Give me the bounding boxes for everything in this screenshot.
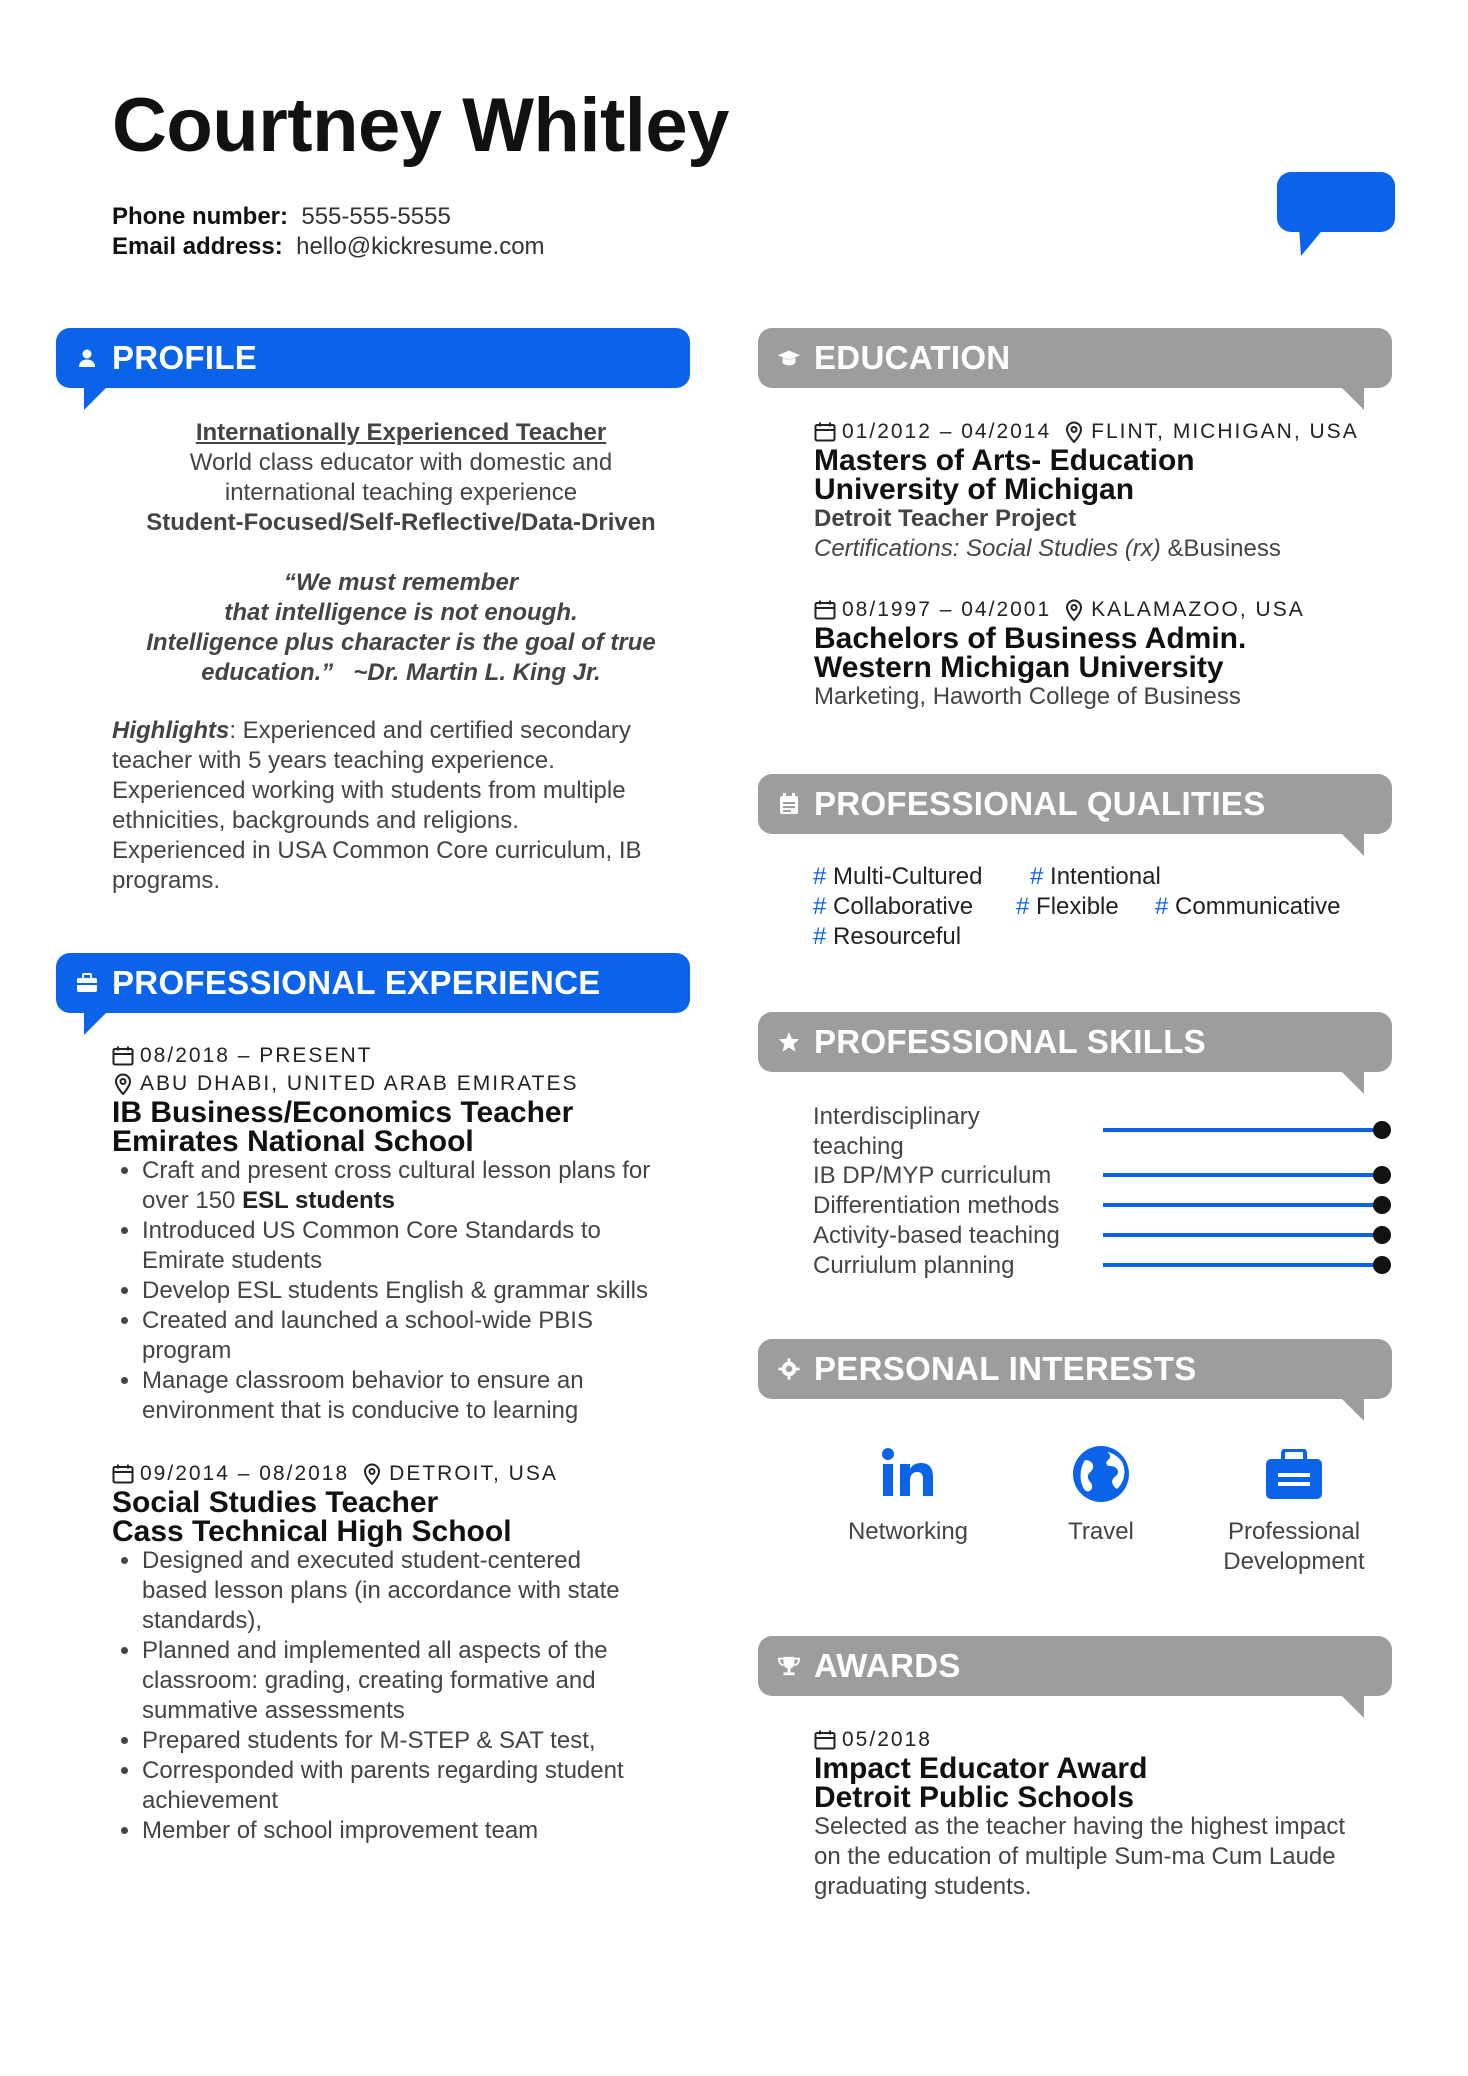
job-location-text: ABU DHABI, UNITED ARAB EMIRATES — [140, 1072, 579, 1095]
calendar-icon — [814, 1730, 836, 1750]
skill-label: Differentiation methods — [813, 1192, 1060, 1219]
skill-level-dot — [1373, 1256, 1391, 1274]
quote-line: education.” ~Dr. Martin L. King Jr. — [201, 659, 601, 686]
quote-line: Intelligence plus character is the goal of true — [146, 629, 656, 656]
qualities-section-header — [758, 774, 1392, 834]
list-item: • Manage classroom behavior to ensure an environment that is conducive to learning — [142, 1366, 712, 1426]
list-item: • Prepared students for M-STEP & SAT test, — [142, 1726, 712, 1756]
job-entry — [112, 1044, 712, 1426]
job-dates-text: 08/2018 – PRESENT — [140, 1044, 373, 1067]
award-organization: Detroit Public Schools — [814, 1781, 1135, 1814]
award-description: on the education of multiple Sum-ma Cum Laude — [814, 1843, 1336, 1870]
degree-title: Masters of Arts- Education — [814, 444, 1195, 477]
interests-title: PERSONAL INTERESTS — [814, 1350, 1197, 1387]
award-description: Selected as the teacher having the highest impact — [814, 1813, 1345, 1840]
skill-level-bar — [1103, 1263, 1383, 1267]
linkedin-icon — [880, 1448, 936, 1498]
skill-level-dot — [1373, 1226, 1391, 1244]
interest-label: Travel — [1068, 1518, 1134, 1545]
highlights-text: Experienced in USA Common Core curriculum, IB — [112, 837, 642, 864]
quality-tag: # Multi-Cultured — [813, 863, 983, 890]
education-dates-text: 08/1997 – 04/2001 — [842, 598, 1052, 621]
phone-value: 555-555-5555 — [301, 203, 451, 230]
award-name: Impact Educator Award — [814, 1752, 1148, 1785]
award-date — [814, 1728, 1414, 1752]
phone-line — [112, 202, 451, 232]
list-item: • Created and launched a school-wide PBIS program — [142, 1306, 712, 1366]
job-organization: Cass Technical High School — [112, 1515, 512, 1548]
quality-tag: # Communicative — [1155, 893, 1341, 920]
skill-label: Curriulum planning — [813, 1252, 1015, 1279]
email-line — [112, 232, 545, 262]
quality-tag: # Flexible — [1016, 893, 1119, 920]
calendar-icon — [112, 1046, 134, 1066]
speech-bubble-icon — [1277, 172, 1395, 258]
interests-section-header — [758, 1339, 1392, 1399]
user-icon — [76, 347, 98, 369]
profile-headline: Internationally Experienced Teacher — [195, 419, 607, 446]
qualities-title: PROFESSIONAL QUALITIES — [814, 785, 1266, 822]
interest-label: Professional Development — [1223, 1518, 1365, 1575]
skill-label: IB DP/MYP curriculum — [813, 1162, 1052, 1189]
list-item: • Corresponded with parents regarding student achievement — [142, 1756, 712, 1816]
highlights-text: ethnicities, backgrounds and religions. — [112, 807, 519, 834]
skill-level-bar — [1103, 1233, 1383, 1237]
education-dates — [814, 598, 1414, 622]
list-item: • Designed and executed student-centered based lesson plans (in accordance with state standards), — [142, 1546, 712, 1636]
profile-focus: Student-Focused/Self-Reflective/Data-Driven — [146, 509, 656, 536]
school-name: Western Michigan University — [814, 651, 1224, 684]
job-dates — [112, 1044, 712, 1068]
job-entry — [112, 1462, 712, 1846]
header-tail — [84, 1011, 108, 1035]
list-item: • Craft and present cross cultural lesson plans for over 150 ESL students — [142, 1156, 712, 1216]
profile-summary-line: World class educator with domestic and — [189, 449, 613, 476]
education-note: Marketing, Haworth College of Business — [814, 683, 1241, 710]
star-icon — [778, 1031, 800, 1053]
header-tail — [1340, 1397, 1364, 1421]
quality-tag: # Resourceful — [813, 923, 962, 950]
skill-level-bar — [1103, 1203, 1383, 1207]
profile-title: PROFILE — [112, 339, 258, 376]
education-dates — [814, 420, 1414, 444]
education-section-header — [758, 328, 1392, 388]
header-tail — [1340, 832, 1364, 856]
school-name: University of Michigan — [814, 473, 1135, 506]
highlights-text: teacher with 5 years teaching experience. — [112, 747, 555, 774]
list-item: • Introduced US Common Core Standards to Emirate students — [142, 1216, 712, 1276]
location-pin-icon — [1063, 599, 1085, 621]
briefcase-icon — [1266, 1449, 1322, 1499]
job-role: IB Business/Economics Teacher — [112, 1096, 574, 1129]
calendar-icon — [814, 600, 836, 620]
calendar-icon — [112, 1464, 134, 1484]
skill-level-dot — [1373, 1166, 1391, 1184]
briefcase-icon — [76, 972, 98, 994]
header-tail — [1340, 1070, 1364, 1094]
skill-level-dot — [1373, 1196, 1391, 1214]
header-tail — [1340, 1694, 1364, 1718]
education-title: EDUCATION — [814, 339, 1011, 376]
phone-label: Phone number: — [112, 203, 289, 230]
job-location — [112, 1072, 712, 1096]
interest-label: Networking — [847, 1518, 969, 1545]
candidate-name: Courtney Whitley — [112, 83, 729, 168]
email-value: hello@kickresume.com — [296, 233, 545, 260]
education-location-text: KALAMAZOO, USA — [1091, 598, 1305, 621]
quality-tag: # Intentional — [1030, 863, 1161, 890]
list-icon — [778, 793, 800, 815]
gear-icon — [778, 1358, 800, 1380]
highlights-text: : Experienced and certified secondary — [229, 717, 631, 744]
education-entry — [814, 598, 1414, 712]
skills-section-header — [758, 1012, 1392, 1072]
calendar-icon — [814, 422, 836, 442]
trophy-icon — [778, 1655, 800, 1677]
list-item: • Planned and implemented all aspects of the classroom: grading, creating formative and summative assessments — [142, 1636, 712, 1726]
job-organization: Emirates National School — [112, 1125, 474, 1158]
skill-label: Interdisciplinary teaching — [813, 1103, 980, 1160]
highlights-text: Experienced working with students from multiple — [112, 777, 626, 804]
profile-highlights — [112, 716, 712, 896]
education-location-text: FLINT, MICHIGAN, USA — [1091, 420, 1359, 443]
education-dates-text: 01/2012 – 04/2014 — [842, 420, 1052, 443]
skill-level-dot — [1373, 1121, 1391, 1139]
award-date-text: 05/2018 — [842, 1728, 932, 1751]
awards-section-header — [758, 1636, 1392, 1696]
experience-section-header — [56, 953, 690, 1013]
quality-tag: # Collaborative — [813, 893, 974, 920]
skill-label: Activity-based teaching — [813, 1222, 1060, 1249]
globe-icon — [1073, 1446, 1129, 1502]
profile-intro — [112, 418, 690, 688]
job-location-text: DETROIT, USA — [389, 1462, 558, 1485]
job-bullets — [112, 1546, 712, 1846]
skill-level-bar — [1103, 1173, 1383, 1177]
job-bullets — [112, 1156, 712, 1426]
email-label: Email address: — [112, 233, 283, 260]
location-pin-icon — [1063, 421, 1085, 443]
location-pin-icon — [361, 1463, 383, 1485]
experience-title: PROFESSIONAL EXPERIENCE — [112, 964, 601, 1001]
skills-title: PROFESSIONAL SKILLS — [814, 1023, 1206, 1060]
header-tail — [84, 386, 108, 410]
profile-section-header — [56, 328, 690, 388]
award-entry — [814, 1728, 1414, 1902]
education-project: Detroit Teacher Project — [814, 505, 1077, 532]
list-item: • Member of school improvement team — [142, 1816, 712, 1846]
quote-line: that intelligence is not enough. — [224, 599, 578, 626]
profile-summary-line: international teaching experience — [224, 479, 578, 506]
graduation-cap-icon — [778, 347, 800, 369]
highlights-label: Highlights — [112, 717, 230, 744]
degree-title: Bachelors of Business Admin. — [814, 622, 1247, 655]
award-description: graduating students. — [814, 1873, 1032, 1900]
job-role: Social Studies Teacher — [112, 1486, 439, 1519]
job-dates — [112, 1462, 712, 1486]
education-entry — [814, 420, 1414, 564]
education-certifications: Certifications: Social Studies (rx) &Business — [814, 535, 1281, 562]
location-pin-icon — [112, 1073, 134, 1095]
awards-title: AWARDS — [814, 1647, 961, 1684]
header-tail — [1340, 386, 1364, 410]
quote-line: “We must remember — [283, 569, 519, 596]
highlights-text: programs. — [112, 867, 221, 894]
list-item: • Develop ESL students English & grammar skills — [142, 1276, 712, 1306]
skill-level-bar — [1103, 1128, 1383, 1132]
job-dates-text: 09/2014 – 08/2018 — [140, 1462, 350, 1485]
